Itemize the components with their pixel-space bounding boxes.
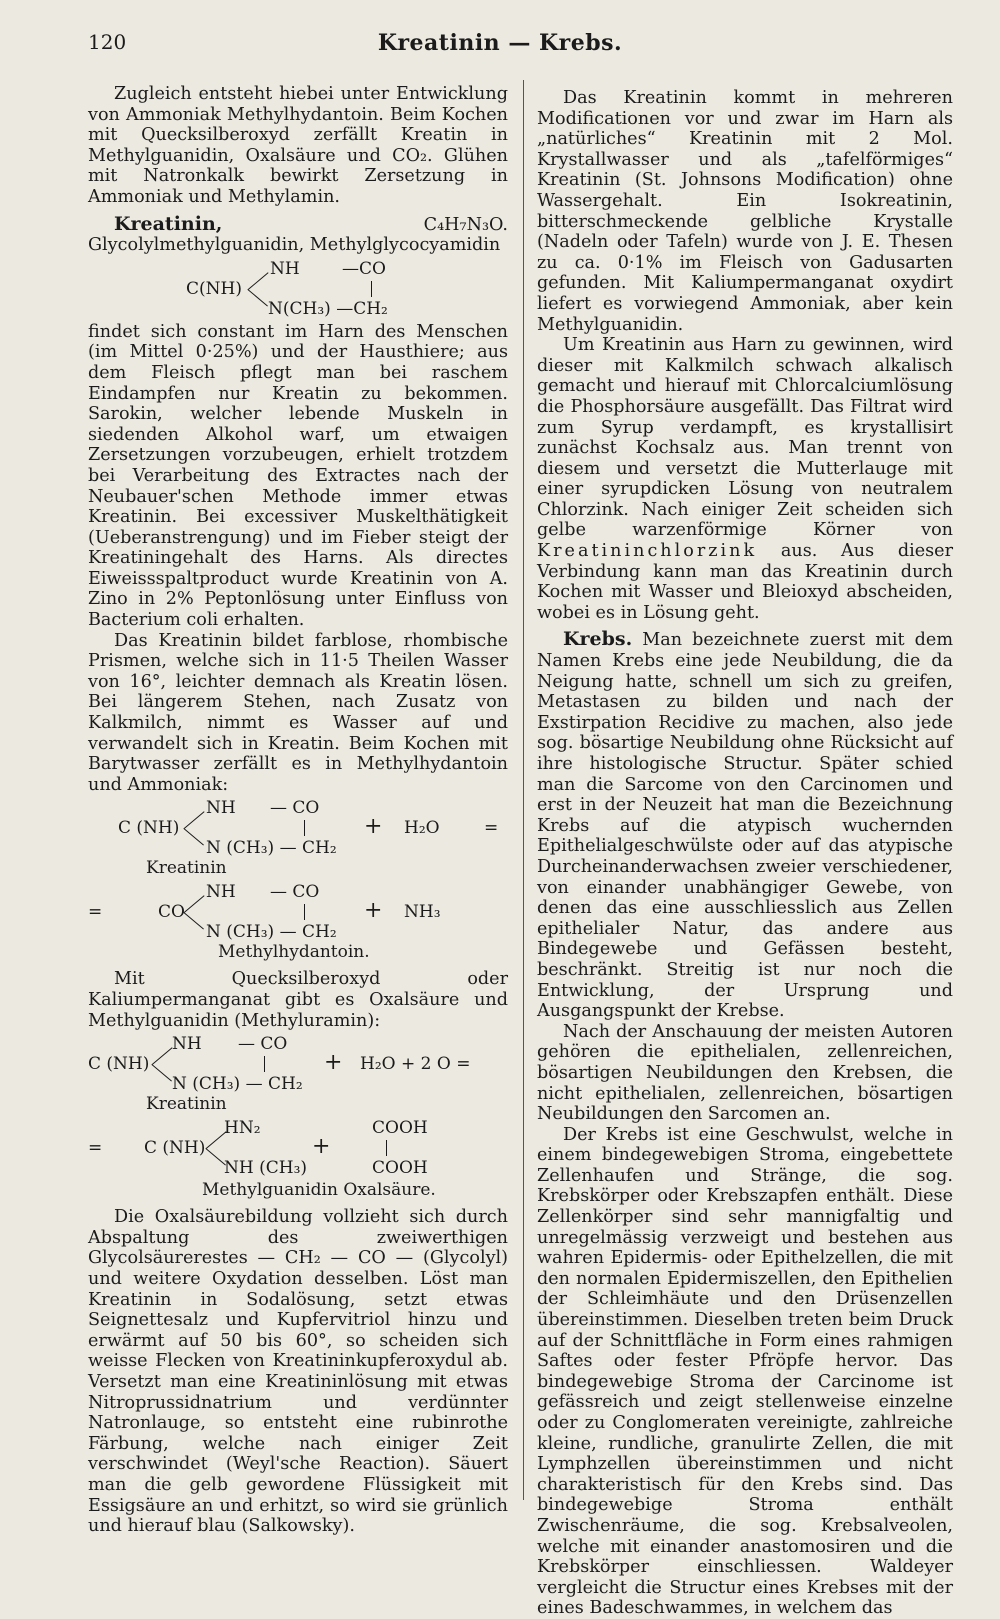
- formula-group: C(NH): [186, 278, 242, 299]
- bond-line: [248, 272, 269, 289]
- formula-group: NH₃: [404, 902, 441, 923]
- entry-formula-text: C₄H₇N₃O. Glycolylmethylguanidin, Methylglycocyamidin: [88, 214, 508, 256]
- formula-group: N (CH₃) — CH₂: [206, 922, 337, 943]
- bond-line: [183, 828, 204, 845]
- plus-sign: +: [324, 1050, 343, 1076]
- left-column: [88, 84, 508, 1537]
- paragraph: Die Oxalsäurebildung vollzieht sich durch Abspaltung des zweiwerthigen Glycolsäurerestes — CH₂ — CO — (Glycolyl) und weitere Oxydation desselben. Löst man Kreatinin in Sodalösung, setzt etwas Seignettesalz und Kupfervitriol hinzu und erwärmt auf 50 bis 60°, so scheiden sich weisse Flecken von Kreatininkupferoxydul ab. Versetzt man eine Kreatininlösung mit etwas Nitroprussidnatrium und verdünnter Natronlauge, so entsteht eine rubinrothe Färbung, welche nach einiger Zeit verschwindet (Weyl'sche Reaction). Säuert man die gelb gewordene Flüssigkeit mit Essigsäure an und erhitzt, so wird sie grünlich und hierauf blau (Salkowsky).: [88, 1207, 508, 1537]
- paragraph: Mit Quecksilberoxyd oder Kaliumpermanganat gibt es Oxalsäure und Methylguanidin (Methyluramin):: [88, 969, 508, 1031]
- formula-group: N(CH₃) —CH₂: [268, 298, 388, 319]
- bond-line: [205, 1148, 226, 1165]
- formula-group: COOH: [372, 1158, 428, 1179]
- formula-group: N (CH₃) — CH₂: [206, 838, 337, 859]
- bond-line: [386, 1140, 387, 1156]
- equals-sign: =: [88, 902, 103, 923]
- paragraph-kreatinin: [88, 214, 508, 256]
- bond-line: [184, 896, 205, 913]
- formula-group: N (CH₃) — CH₂: [172, 1074, 303, 1095]
- formula-group: CO: [158, 902, 185, 923]
- compound-name: Methylhydantoin.: [218, 942, 370, 963]
- paragraph-krebs: [537, 629, 953, 1021]
- bond-line: [151, 1064, 172, 1081]
- paragraph: findet sich constant im Harn des Menschen (im Mittel 0·25%) und der Hausthiere; aus dem Fleisch pflegt man bei raschem Eindampfen nur Kreatin zu bekommen. Sarokin, welcher lebende Muskeln in siedenden Alkohol warf, um etwaigen Zersetzungen vorzubeugen, erhielt trotzdem bei Verarbeitung des Extractes nach der Neubauer'schen Methode immer etwas Kreatinin. Bei excessiver Muskelthätigkeit (Ueberanstrengung) und im Fieber steigt der Kreatiningehalt des Harns. Als directes Eiweissspaltproduct wurde Kreatinin von A. Zino in 2% Peptonlösung unter Einfluss von Bacterium coli erhalten.: [88, 321, 508, 631]
- formula-group: — CO: [270, 882, 320, 903]
- bond-line: [264, 1056, 265, 1072]
- bond-line: [184, 812, 205, 829]
- paragraph-text: aus. Aus dieser Verbindung kann man das Kreatinin durch Kochen mit Wasser und Bleioxyd abscheiden, wobei es in Lösung geht.: [537, 541, 953, 623]
- compound-name: Kreatinin: [146, 1094, 227, 1115]
- paragraph: Das Kreatinin kommt in mehreren Modificationen vor und zwar im Harn als „natürliches“ Kreatinin mit 2 Mol. Krystallwasser und als „tafelförmiges“ Kreatinin (St. Johnsons Modification) ohne Wassergehalt. Ein Isokreatinin, bitterschmeckende gelbliche Krystalle (Nadeln oder Tafeln) wurde von J. E. Thesen zu ca. 0·1% im Fleisch von Gadusarten gefunden. Mit Kaliumpermanganat oxydirt liefert es vorwiegend Ammoniak, aber kein Methylguanidin.: [537, 88, 953, 335]
- paragraph: Zugleich entsteht hiebei unter Entwicklung von Ammoniak Methylhydantoin. Beim Kochen mit Quecksilberoxyd zerfällt Kreatin in Methylguanidin, Oxalsäure und CO₂. Glühen mit Natronkalk bewirkt Zersetzung in Ammoniak und Methylamin.: [88, 84, 508, 207]
- compound-name: Kreatinin: [146, 858, 227, 879]
- formula-group: C (NH): [144, 1138, 206, 1159]
- plus-sign: +: [312, 1134, 331, 1160]
- bond-line: [304, 820, 305, 836]
- formula-group: NH: [206, 798, 236, 819]
- reaction-equation: [88, 1031, 508, 1115]
- paragraph: Der Krebs ist eine Geschwulst, welche in einem bindegewebigen Stroma, eingebettete Zellenhaufen und Stränge, die sog. Krebskörper oder Krebszapfen enthält. Diese Zellenkörper sind sehr mannigfaltig und unregelmässig verzweigt und bestehen aus wahren Epidermis- oder Epithelzellen, die mit den normalen Epidermiszellen, den Epithelien der Schleimhäute und den Drüsenzellen übereinstimmen. Dieselben treten beim Druck auf der Schnittfläche in Form eines rahmigen Saftes oder fester Pfröpfe hervor. Das bindegewebige Stroma der Carcinome ist gefässreich und zeigt stellenweise einzelne oder zu Conglomeraten vereinigte, zahlreiche kleine, rundliche, granulirte Zellen, die mit Lymphzellen übereinstimmen und nicht charakteristisch für den Krebs sind. Das bindegewebige Stroma enthält Zwischenräume, die sog. Krebsalveolen, welche mit einander anastomosiren und die Krebskörper einschliessen. Waldeyer vergleicht die Structur eines Krebses mit der eines Badeschwammes, in welchem das: [537, 1124, 953, 1619]
- paragraph-text: Man bezeichnete zuerst mit dem Namen Krebs eine jede Neubildung, die da Neigung hatte, schnell um sich zu greifen, Metastasen zu bilden und nach der Exstirpation Recidive zu machen, also jede sog. bösartige Neubildung ohne Rücksicht auf ihre histologische Structur. Später schied man die Sarcome von den Carcinomen und erst in der Neuzeit hat man die Bezeichnung Krebs auf die atypisch wuchernden Epithelialgeschwülste oder auf das atypische Durcheinanderwachsen zweier verschiedener, von einander unabhängiger Gewebe, von denen das eine ausschliesslich aus Zellen epithelialer Natur, das andere aus Bindegewebe und Gefässen besteht, beschränkt. Streitig ist nur noch die Entwicklung, der Ursprung und Ausgangspunkt der Krebse.: [537, 630, 953, 1022]
- formula-group: NH: [206, 882, 236, 903]
- bond-line: [371, 281, 372, 297]
- formula-group: NH (CH₃): [224, 1158, 308, 1179]
- running-title: Kreatinin — Krebs.: [377, 30, 623, 56]
- formula-group: NH: [270, 258, 300, 279]
- running-header: [0, 28, 1000, 68]
- formula-group: — CO: [238, 1034, 288, 1055]
- bond-line: [152, 1047, 173, 1064]
- formula-group: C (NH): [118, 818, 180, 839]
- formula-group: HN₂: [224, 1118, 261, 1139]
- formula-group: — CO: [270, 798, 320, 819]
- paragraph-text: Um Kreatinin aus Harn zu gewinnen, wird dieser mit Kalkmilch schwach alkalisch gemacht und hierauf mit Chlorcalciumlösung die Phosphorsäure ausgefällt. Das Filtrat wird zum Syrup verdampft, es krystallisirt zunächst Kochsalz aus. Man trennt von diesem und versetzt die Mutterlauge mit einer syrupdicken Lösung von neutralem Chlorzink. Nach einiger Zeit scheiden sich gelbe warzenförmige Körner von: [537, 335, 953, 541]
- right-column: [537, 88, 953, 1619]
- bond-line: [304, 904, 305, 920]
- compound-name: Methylguanidin Oxalsäure.: [202, 1180, 436, 1201]
- page-number: 120: [88, 30, 127, 54]
- bond-line: [206, 1131, 227, 1148]
- formula-group: H₂O + 2 O =: [360, 1054, 471, 1075]
- reaction-equation: [88, 795, 508, 879]
- structural-formula: [88, 256, 508, 322]
- column-divider: [523, 80, 524, 1500]
- formula-group: —CO: [342, 258, 386, 279]
- entry-heading: Krebs.: [563, 628, 633, 651]
- entry-heading: Kreatinin,: [114, 212, 223, 235]
- equals-sign: =: [88, 1138, 103, 1159]
- formula-group: NH: [172, 1034, 202, 1055]
- paragraph-chlorzink: [537, 335, 953, 623]
- reaction-equation: [88, 879, 508, 963]
- formula-group: COOH: [372, 1118, 428, 1139]
- equals-sign: =: [484, 818, 499, 839]
- reaction-equation: [88, 1115, 508, 1201]
- bond-line: [183, 912, 204, 929]
- plus-sign: +: [364, 814, 383, 840]
- formula-group: C (NH): [88, 1054, 150, 1075]
- paragraph: Das Kreatinin bildet farblose, rhombische Prismen, welche sich in 11·5 Theilen Wasser von 16°, leichter demnach als Kreatin lösen. Bei längerem Stehen, nach Zusatz von Kalkmilch, nimmt es Wasser auf und verwandelt sich in Kreatin. Beim Kochen mit Barytwasser zerfällt es in Methylhydantoin und Ammoniak:: [88, 630, 508, 795]
- spaced-term: Kreatininchlorzink: [537, 541, 758, 562]
- bond-line: [247, 289, 268, 306]
- paragraph: Nach der Anschauung der meisten Autoren gehören die epithelialen, zellenreichen, bösartigen Neubildungen den Krebsen, die nicht epithelialen, zellenreichen, bösartigen Neubildungen den Sarcomen an.: [537, 1021, 953, 1125]
- formula-group: H₂O: [404, 818, 440, 839]
- plus-sign: +: [364, 898, 383, 924]
